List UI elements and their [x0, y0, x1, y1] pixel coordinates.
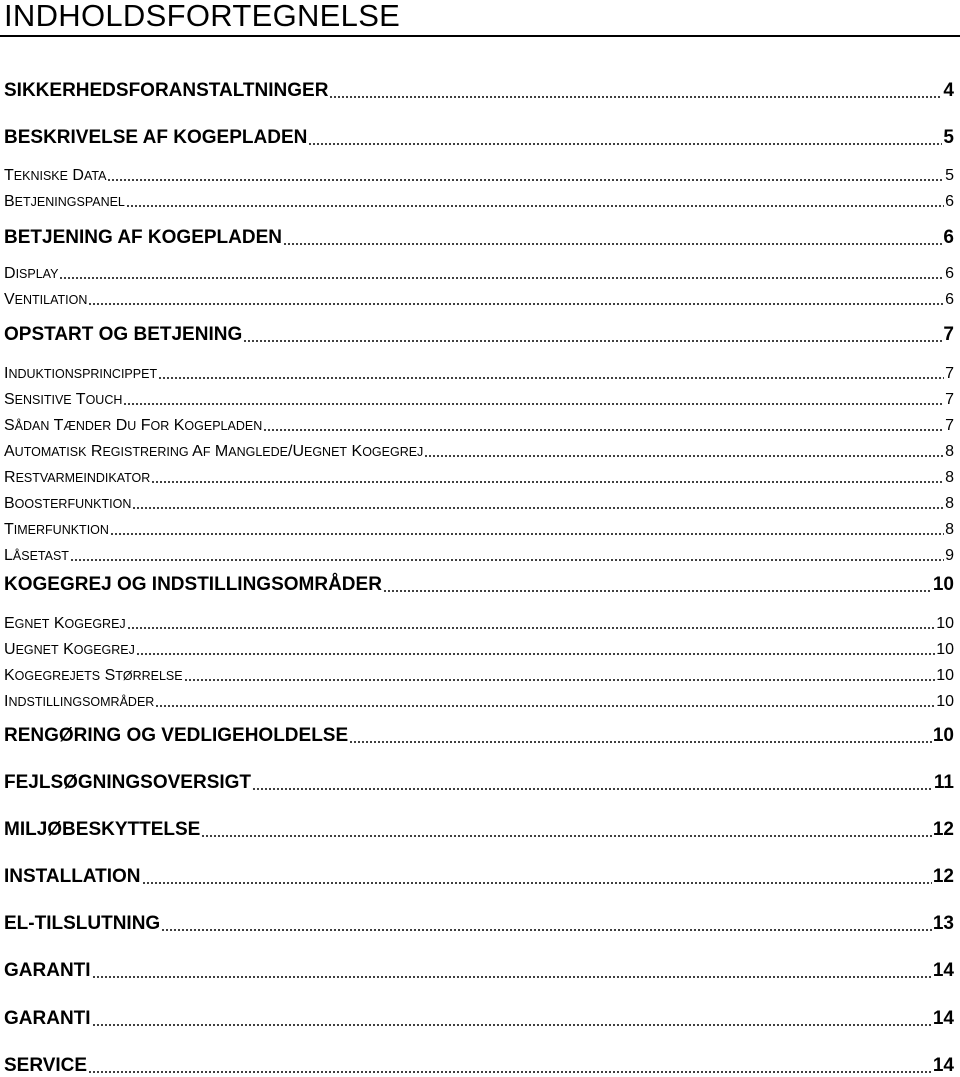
toc-entry-label: LÅSETAST [4, 547, 69, 564]
toc-subsection-entry[interactable] [4, 291, 954, 309]
toc-section-entry[interactable] [4, 227, 954, 249]
toc-subsection-entry[interactable] [4, 391, 954, 409]
toc-subsection-entry[interactable] [4, 443, 954, 461]
toc-page-number: 10 [932, 725, 954, 746]
toc-page-number: 10 [936, 693, 954, 710]
toc-subsection-entry[interactable] [4, 641, 954, 659]
toc-dot-leader [349, 741, 932, 743]
toc-section-entry[interactable] [4, 574, 954, 596]
toc-page-number: 8 [945, 521, 954, 538]
toc-entry-label: FEJLSØGNINGSOVERSIGT [4, 772, 252, 793]
toc-dot-leader [88, 1071, 932, 1073]
toc-dot-leader [92, 1024, 932, 1026]
toc-entry-label: AUTOMATISK REGISTRERING AF MANGLEDE/UEGNET KOGEGREJ [4, 443, 424, 460]
toc-page-number: 7 [945, 417, 954, 434]
toc-subsection-entry[interactable] [4, 547, 954, 565]
toc-entry-label: BETJENINGSPANEL [4, 193, 125, 210]
toc-entry-label: RESTVARMEINDIKATOR [4, 469, 151, 486]
toc-dot-leader [126, 205, 944, 207]
toc-page-number: 6 [945, 265, 954, 282]
toc-subsection-entry[interactable] [4, 417, 954, 435]
toc-subsection-entry[interactable] [4, 693, 954, 711]
toc-subsection-entry[interactable] [4, 193, 954, 211]
toc-dot-leader [88, 303, 944, 305]
toc-page-number: 5 [943, 127, 954, 148]
toc-page-number: 4 [943, 80, 954, 101]
toc-subsection-entry[interactable] [4, 615, 954, 633]
toc-entry-label: RENGØRING OG VEDLIGEHOLDELSE [4, 725, 349, 746]
toc-entry-label: TIMERFUNKTION [4, 521, 109, 538]
toc-section-entry[interactable] [4, 819, 954, 841]
toc-dot-leader [132, 507, 944, 509]
toc-entry-label: TEKNISKE DATA [4, 167, 107, 184]
toc-dot-leader [92, 976, 932, 978]
toc-dot-leader [184, 679, 936, 681]
toc-dot-leader [329, 96, 942, 98]
toc-entry-label: SÅDAN TÆNDER DU FOR KOGEPLADEN [4, 417, 263, 434]
toc-dot-leader [151, 481, 944, 483]
toc-dot-leader [308, 143, 942, 145]
toc-dot-leader [123, 403, 944, 405]
toc-entry-label: EL-TILSLUTNING [4, 913, 161, 934]
toc-page-number: 6 [945, 291, 954, 308]
toc-entry-label: UEGNET KOGEGREJ [4, 641, 135, 658]
toc-page-number: 8 [945, 469, 954, 486]
toc-section-entry[interactable] [4, 772, 954, 794]
toc-dot-leader [142, 882, 932, 884]
toc-section-entry[interactable] [4, 725, 954, 747]
toc-page-number: 10 [936, 667, 954, 684]
toc-page-number: 10 [936, 641, 954, 658]
toc-page-number: 12 [932, 866, 954, 887]
toc-subsection-entry[interactable] [4, 667, 954, 685]
toc-section-entry[interactable] [4, 80, 954, 102]
toc-dot-leader [127, 627, 936, 629]
toc-section-entry[interactable] [4, 866, 954, 888]
toc-dot-leader [70, 559, 944, 561]
toc-section-entry[interactable] [4, 960, 954, 982]
toc-section-entry[interactable] [4, 127, 954, 149]
page-title: INDHOLDSFORTEGNELSE [4, 0, 401, 33]
toc-subsection-entry[interactable] [4, 265, 954, 283]
toc-subsection-entry[interactable] [4, 495, 954, 513]
toc-entry-label: MILJØBESKYTTELSE [4, 819, 201, 840]
toc-page-number: 13 [932, 913, 954, 934]
toc-page-number: 14 [932, 960, 954, 981]
toc-dot-leader [59, 277, 944, 279]
toc-dot-leader [243, 340, 942, 342]
toc-page-number: 10 [936, 615, 954, 632]
toc-entry-label: GARANTI [4, 960, 91, 981]
toc-subsection-entry[interactable] [4, 521, 954, 539]
toc-page-number: 7 [945, 391, 954, 408]
toc-dot-leader [283, 243, 942, 245]
toc-page-number: 11 [933, 772, 954, 793]
toc-dot-leader [161, 929, 932, 931]
toc-entry-label: SENSITIVE TOUCH [4, 391, 123, 408]
toc-page-number: 7 [945, 365, 954, 382]
toc-page-number: 10 [932, 574, 954, 595]
toc-subsection-entry[interactable] [4, 365, 954, 383]
toc-section-entry[interactable] [4, 1055, 954, 1077]
toc-entry-label: BESKRIVELSE AF KOGEPLADEN [4, 127, 308, 148]
toc-section-entry[interactable] [4, 913, 954, 935]
toc-entry-label: SERVICE [4, 1055, 88, 1076]
toc-entry-label: OPSTART OG BETJENING [4, 324, 243, 345]
toc-entry-label: GARANTI [4, 1008, 91, 1029]
toc-entry-label: SIKKERHEDSFORANSTALTNINGER [4, 80, 329, 101]
toc-entry-label: INDUKTIONSPRINCIPPET [4, 365, 158, 382]
toc-subsection-entry[interactable] [4, 469, 954, 487]
toc-page-number: 5 [945, 167, 954, 184]
toc-page-number: 6 [943, 227, 954, 248]
toc-section-entry[interactable] [4, 324, 954, 346]
toc-dot-leader [252, 788, 933, 790]
toc-entry-label: INDSTILLINGSOMRÅDER [4, 693, 155, 710]
toc-dot-leader [424, 455, 944, 457]
toc-page-number: 9 [945, 547, 954, 564]
toc-section-entry[interactable] [4, 1008, 954, 1030]
toc-entry-label: BETJENING AF KOGEPLADEN [4, 227, 282, 248]
toc-entry-label: VENTILATION [4, 291, 88, 308]
toc-page-number: 6 [945, 193, 954, 210]
toc-entry-label: KOGEGREJETS STØRRELSE [4, 667, 183, 684]
toc-page-number: 8 [945, 495, 954, 512]
toc-page-number: 8 [945, 443, 954, 460]
toc-entry-label: EGNET KOGEGREJ [4, 615, 126, 632]
toc-dot-leader [107, 179, 944, 181]
toc-dot-leader [136, 653, 935, 655]
toc-dot-leader [263, 429, 944, 431]
toc-dot-leader [110, 533, 944, 535]
toc-entry-label: KOGEGREJ OG INDSTILLINGSOMRÅDER [4, 574, 382, 595]
toc-page-number: 12 [932, 819, 954, 840]
toc-entry-label: BOOSTERFUNKTION [4, 495, 132, 512]
toc-page-number: 14 [932, 1008, 954, 1029]
toc-dot-leader [155, 705, 935, 707]
toc-dot-leader [201, 835, 932, 837]
toc-dot-leader [383, 590, 932, 592]
toc-dot-leader [158, 377, 944, 379]
toc-entry-label: INSTALLATION [4, 866, 141, 887]
toc-subsection-entry[interactable] [4, 167, 954, 185]
toc-page-number: 14 [932, 1055, 954, 1076]
toc-page-number: 7 [943, 324, 954, 345]
toc-entry-label: DISPLAY [4, 265, 59, 282]
